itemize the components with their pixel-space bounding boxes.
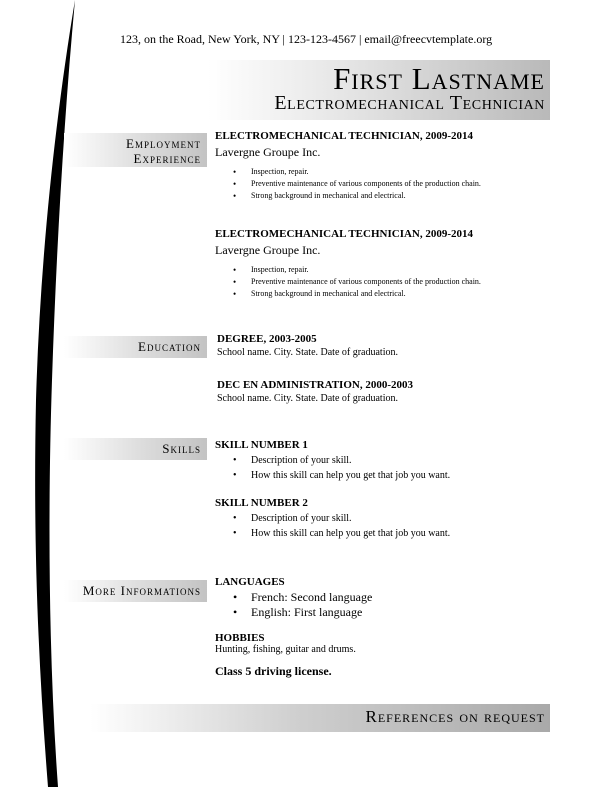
section-label-education: Education: [64, 336, 207, 358]
candidate-title: Electromechanical Technician: [274, 92, 545, 114]
education-heading: DEC EN ADMINISTRATION, 2000-2003: [217, 379, 413, 391]
education-item-2: [217, 379, 557, 404]
employment-job-2: [215, 228, 555, 300]
skill-item-2: [215, 497, 555, 541]
more-informations-content: [215, 576, 555, 679]
contact-line: 123, on the Road, New York, NY | 123-123-4567 | email@freecvtemplate.org: [120, 32, 493, 46]
job-bullets: [215, 166, 555, 202]
job-company: Lavergne Groupe Inc.: [215, 145, 321, 159]
job-company: Lavergne Groupe Inc.: [215, 243, 321, 257]
list-item: • How this skill can help you get that job you want.: [215, 468, 555, 483]
job-heading: ELECTROMECHANICAL TECHNICIAN, 2009-2014: [215, 228, 474, 240]
list-item: • Description of your skill.: [215, 453, 555, 468]
employment-job-1: [215, 130, 555, 202]
list-item: • Preventive maintenance of various components of the production chain.: [215, 276, 555, 288]
section-label-more-informations: More Informations: [64, 580, 207, 602]
education-item-1: [217, 333, 557, 358]
job-bullets: [215, 264, 555, 300]
education-detail: School name. City. State. Date of graduation.: [217, 347, 398, 358]
list-item: • Inspection, repair.: [215, 264, 555, 276]
section-label-employment: Employment Experience: [64, 133, 207, 167]
hobbies-text: Hunting, fishing, guitar and drums.: [215, 644, 356, 655]
list-item: • How this skill can help you get that job you want.: [215, 526, 555, 541]
education-detail: School name. City. State. Date of graduation.: [217, 393, 398, 404]
education-heading: DEGREE, 2003-2005: [217, 333, 317, 345]
list-item: • French: Second language: [215, 590, 555, 605]
references-footer: References on request: [365, 707, 545, 726]
languages-list: [215, 590, 555, 620]
section-label-skills: Skills: [64, 438, 207, 460]
list-item: • English: First language: [215, 605, 555, 620]
hobbies-heading: HOBBIES: [215, 632, 265, 644]
license-text: Class 5 driving license.: [215, 664, 332, 678]
skill-heading: SKILL NUMBER 2: [215, 497, 308, 509]
list-item: • Inspection, repair.: [215, 166, 555, 178]
skill-heading: SKILL NUMBER 1: [215, 439, 308, 451]
languages-heading: LANGUAGES: [215, 576, 285, 588]
list-item: • Strong background in mechanical and electrical.: [215, 288, 555, 300]
candidate-name: First Lastname: [333, 61, 545, 96]
list-item: • Description of your skill.: [215, 511, 555, 526]
list-item: • Preventive maintenance of various components of the production chain.: [215, 178, 555, 190]
skill-bullets: [215, 453, 555, 483]
job-heading: ELECTROMECHANICAL TECHNICIAN, 2009-2014: [215, 130, 474, 142]
skill-bullets: [215, 511, 555, 541]
list-item: • Strong background in mechanical and electrical.: [215, 190, 555, 202]
skill-item-1: [215, 439, 555, 483]
